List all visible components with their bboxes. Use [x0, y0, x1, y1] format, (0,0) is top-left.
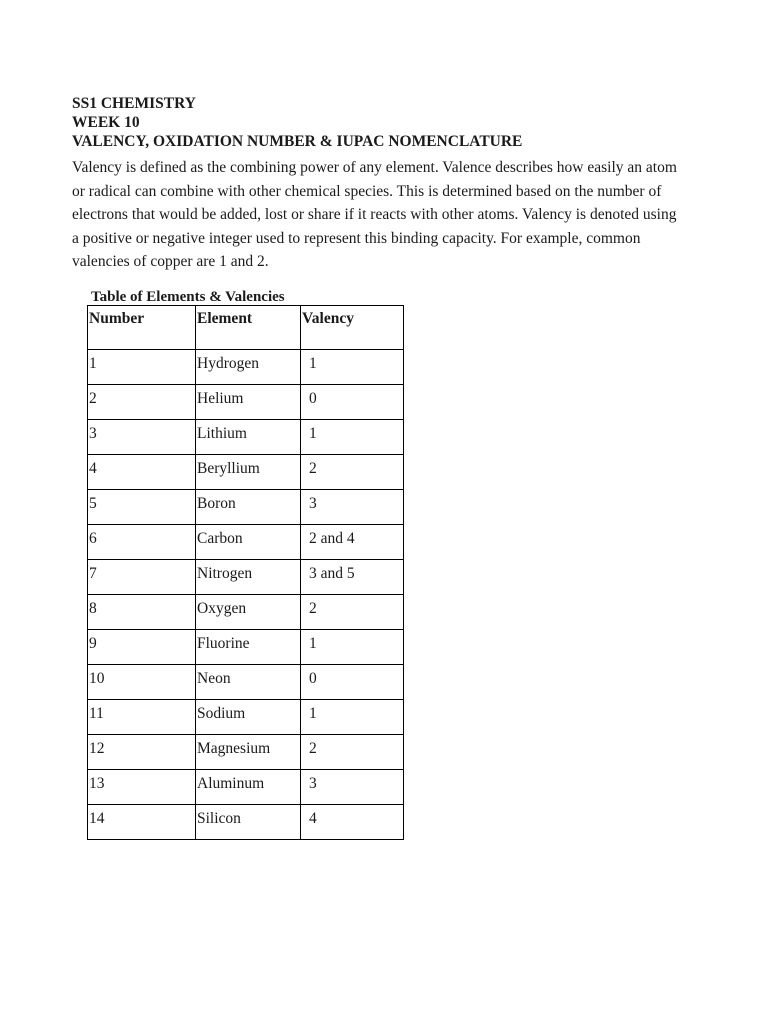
- cell-valency: 4: [301, 805, 404, 840]
- table-row: [88, 455, 404, 490]
- cell-valency: 2 and 4: [301, 525, 404, 560]
- table-row: [88, 735, 404, 770]
- table-header-row: [88, 306, 404, 350]
- cell-number: 3: [88, 420, 196, 455]
- cell-element: Aluminum: [196, 770, 301, 805]
- cell-number: 10: [88, 665, 196, 700]
- table-row: [88, 420, 404, 455]
- cell-number: 4: [88, 455, 196, 490]
- cell-number: 12: [88, 735, 196, 770]
- cell-valency: 2: [301, 455, 404, 490]
- cell-number: 2: [88, 385, 196, 420]
- header-valency: Valency: [301, 306, 404, 350]
- cell-element: Neon: [196, 665, 301, 700]
- table-row: [88, 595, 404, 630]
- topic-title: VALENCY, OXIDATION NUMBER & IUPAC NOMENCLATURE: [72, 133, 523, 150]
- cell-element: Magnesium: [196, 735, 301, 770]
- table-row: [88, 490, 404, 525]
- cell-valency: 2: [301, 595, 404, 630]
- cell-number: 9: [88, 630, 196, 665]
- cell-number: 8: [88, 595, 196, 630]
- cell-element: Carbon: [196, 525, 301, 560]
- valency-table: [87, 305, 404, 840]
- week-label: WEEK 10: [72, 114, 140, 131]
- cell-element: Oxygen: [196, 595, 301, 630]
- intro-paragraph: Valency is defined as the combining power of any element. Valence describes how easily an atom or radical can combine with other chemical species. This is determined based on the number of electrons that would be added, lost or share if it reacts with other atoms. Valency is denoted using a positive or negative integer used to represent this binding capacity. For example, common valencies of copper are 1 and 2.: [72, 159, 677, 270]
- cell-element: Beryllium: [196, 455, 301, 490]
- cell-element: Silicon: [196, 805, 301, 840]
- header-element: Element: [196, 306, 301, 350]
- table-row: [88, 805, 404, 840]
- cell-number: 13: [88, 770, 196, 805]
- cell-valency: 0: [301, 385, 404, 420]
- table-row: [88, 350, 404, 385]
- cell-number: 7: [88, 560, 196, 595]
- table-row: [88, 385, 404, 420]
- cell-element: Hydrogen: [196, 350, 301, 385]
- table-row: [88, 665, 404, 700]
- cell-valency: 3 and 5: [301, 560, 404, 595]
- cell-valency: 2: [301, 735, 404, 770]
- cell-valency: 1: [301, 630, 404, 665]
- cell-valency: 1: [301, 700, 404, 735]
- cell-number: 5: [88, 490, 196, 525]
- table-row: [88, 560, 404, 595]
- cell-valency: 3: [301, 490, 404, 525]
- cell-element: Helium: [196, 385, 301, 420]
- cell-number: 14: [88, 805, 196, 840]
- course-title: SS1 CHEMISTRY: [72, 95, 196, 112]
- cell-element: Boron: [196, 490, 301, 525]
- cell-valency: 3: [301, 770, 404, 805]
- cell-valency: 1: [301, 350, 404, 385]
- cell-number: 1: [88, 350, 196, 385]
- cell-number: 6: [88, 525, 196, 560]
- header-number: Number: [88, 306, 196, 350]
- cell-valency: 1: [301, 420, 404, 455]
- table-row: [88, 525, 404, 560]
- cell-element: Lithium: [196, 420, 301, 455]
- table-row: [88, 770, 404, 805]
- table-row: [88, 630, 404, 665]
- cell-element: Nitrogen: [196, 560, 301, 595]
- table-body: [88, 350, 404, 840]
- cell-valency: 0: [301, 665, 404, 700]
- table-row: [88, 700, 404, 735]
- table-caption: Table of Elements & Valencies: [91, 289, 285, 305]
- cell-element: Sodium: [196, 700, 301, 735]
- cell-number: 11: [88, 700, 196, 735]
- cell-element: Fluorine: [196, 630, 301, 665]
